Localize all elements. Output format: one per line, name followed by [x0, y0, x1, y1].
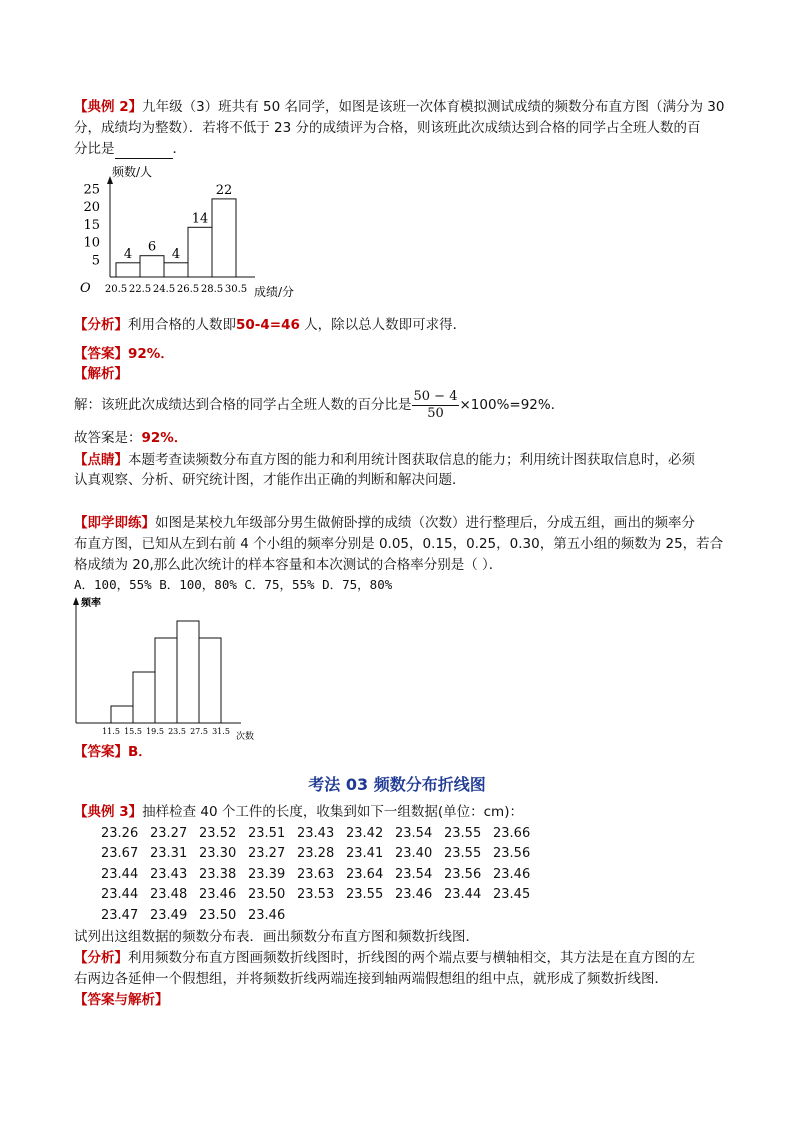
table-cell: 23.46 — [248, 907, 286, 923]
answer-tag: 【答案】 — [74, 346, 128, 362]
table-cell: 23.41 — [346, 846, 384, 862]
table-cell: 23.43 — [297, 825, 335, 841]
histogram-scores — [68, 160, 318, 300]
table-cell: 23.55 — [444, 825, 482, 841]
table-row — [101, 864, 542, 885]
example3-task: 试列出这组数据的频数分布表．画出频数分布直方图和频数折线图． — [74, 929, 479, 945]
example2-line3: 分比是 ． — [74, 141, 186, 157]
example2-tag: 【典例 2】 — [74, 99, 143, 115]
x-tick-label: 31.5 — [212, 727, 230, 736]
table-cell: 23.47 — [101, 907, 139, 923]
analysis-tag: 【分析】 — [74, 317, 128, 333]
x-axis-label: 成绩/分 — [254, 285, 295, 299]
practice-options: A．100，55% B．100，80% C．75，55% D．75，80% — [74, 577, 393, 592]
bar — [133, 672, 155, 723]
x-tick-label: 23.5 — [168, 727, 186, 736]
table-cell: 23.27 — [248, 846, 286, 862]
y-tick-label: 10 — [83, 235, 100, 251]
table-cell: 23.44 — [101, 866, 139, 882]
practice-answer: 【答案】B． — [74, 744, 152, 760]
table-cell: 23.56 — [493, 846, 531, 862]
table-cell: 23.46 — [395, 887, 433, 903]
example3-line1: 【典例 3】抽样检查 40 个工件的长度，收集到如下一组数据(单位：cm)： — [74, 804, 523, 820]
table-cell: 23.27 — [150, 825, 188, 841]
y-tick-label: 25 — [83, 182, 100, 198]
y-axis-arrow — [73, 597, 79, 605]
table-cell: 23.42 — [346, 825, 384, 841]
y-tick-label: 15 — [83, 217, 100, 233]
example3-answer-tag: 【答案与解析】 — [74, 992, 169, 1008]
table-cell: 23.55 — [346, 887, 384, 903]
bar — [140, 256, 164, 277]
practice-line3: 格成绩为 20,那么此次统计的样本容量和本次测试的合格率分别是（ ）． — [74, 557, 503, 573]
histogram-pushups — [68, 594, 268, 744]
section-title: 考法 03 频数分布折线图 — [308, 775, 486, 794]
bar — [116, 263, 140, 277]
table-cell: 23.49 — [150, 907, 188, 923]
table-cell: 23.54 — [395, 866, 433, 882]
x-tick-label: 27.5 — [190, 727, 208, 736]
table-cell: 23.48 — [150, 887, 188, 903]
example2-answer: 【答案】92%． — [74, 346, 174, 362]
x-tick-label: 22.5 — [128, 284, 152, 295]
fraction: $\frac{50 - 4}{50}$ — [413, 388, 458, 421]
bar-value-label: 14 — [191, 211, 209, 227]
x-tick-label: 19.5 — [146, 727, 164, 736]
example2-analysis: 【分析】利用合格的人数即50-4=46 人，除以总人数即可求得． — [74, 317, 467, 333]
example2-line1: 【典例 2】九年级（3）班共有 50 名同学，如图是该班一次体育模拟测试成绩的频数分布直方图（满分为 30 — [74, 99, 725, 115]
example2-line2: 分，成绩均为整数）．若将不低于 23 分的成绩评为合格，则该班此次成绩达到合格的同学占全班人数的百 — [74, 120, 701, 136]
table-cell: 23.40 — [395, 846, 433, 862]
practice-line2: 布直方图，已知从左到右前 4 个小组的频率分别是 0.05，0.15，0.25，0.30，第五小组的频数为 25，若合 — [74, 536, 724, 552]
example3-tag: 【典例 3】 — [74, 804, 143, 820]
practice-line1: 【即学即练】如图是某校九年级部分男生做俯卧撑的成绩（次数）进行整理后，分成五组，画出的频率分 — [74, 515, 695, 531]
y-axis-label: 频数/人 — [112, 165, 153, 179]
x-tick-label: 26.5 — [176, 284, 200, 295]
bar-value-label: 6 — [147, 239, 157, 255]
table-cell: 23.45 — [493, 887, 531, 903]
bar — [155, 638, 177, 723]
x-tick-label: 24.5 — [152, 284, 176, 295]
bar — [188, 227, 212, 277]
table-cell: 23.54 — [395, 825, 433, 841]
example2-comment-line1: 【点睛】本题考查读频数分布直方图的能力和利用统计图获取信息的能力；利用统计图获取信息时，必须 — [74, 452, 695, 468]
table-cell: 23.30 — [199, 846, 237, 862]
table-cell: 23.53 — [297, 887, 335, 903]
example3-analysis-line2: 右两边各延伸一个假想组，并将频数折线两端连接到轴两端假想组的组中点，就形成了频数折线图． — [74, 971, 668, 987]
origin-label: O — [80, 281, 91, 296]
table-cell: 23.50 — [199, 907, 237, 923]
table-cell: 23.46 — [199, 887, 237, 903]
bar-value-label: 4 — [171, 246, 181, 262]
table-cell: 23.67 — [101, 846, 139, 862]
answer-blank — [115, 144, 173, 159]
example3-analysis-line1: 【分析】利用频数分布直方图画频数折线图时，折线图的两个端点要与横轴相交，其方法是在直方图的左 — [74, 950, 695, 966]
comment-tag: 【点睛】 — [74, 452, 128, 468]
table-cell: 23.39 — [248, 866, 286, 882]
table-cell: 23.43 — [150, 866, 188, 882]
table-cell: 23.26 — [101, 825, 139, 841]
y-tick-label: 20 — [83, 200, 100, 215]
x-tick-label: 28.5 — [200, 284, 224, 295]
bar — [177, 621, 199, 723]
table-cell: 23.46 — [493, 866, 531, 882]
example2-comment-line2: 认真观察、分析、研究统计图，才能作出正确的判断和解决问题． — [74, 472, 466, 488]
example2-explain-tag: 【解析】 — [74, 366, 128, 382]
bar — [164, 263, 188, 277]
table-row — [101, 844, 542, 865]
x-tick-label: 30.5 — [224, 284, 248, 295]
table-cell: 23.38 — [199, 866, 237, 882]
table-cell: 23.56 — [444, 866, 482, 882]
data-table — [101, 823, 542, 926]
table-cell: 23.55 — [444, 846, 482, 862]
bar-value-label: 22 — [215, 182, 233, 198]
table-cell: 23.52 — [199, 825, 237, 841]
table-cell: 23.44 — [444, 887, 482, 903]
x-tick-label: 15.5 — [124, 727, 142, 736]
table-row — [101, 823, 542, 844]
table-cell: 23.63 — [297, 866, 335, 882]
x-tick-label: 11.5 — [102, 727, 120, 736]
table-row — [101, 905, 542, 926]
histogram-scores-plot — [80, 164, 294, 299]
table-cell: 23.51 — [248, 825, 286, 841]
histogram-pushups-plot — [73, 596, 254, 742]
example2-solution: 解：该班此次成绩达到合格的同学占全班人数的百分比是 $\frac{50 - 4}{50}$ ×100%=92%． — [74, 388, 565, 421]
table-cell: 23.66 — [493, 825, 531, 841]
x-tick-label: 20.5 — [104, 284, 128, 295]
y-tick-label: 5 — [91, 253, 100, 269]
table-cell: 23.31 — [150, 846, 188, 862]
bar — [212, 199, 236, 277]
bar-value-label: 4 — [123, 246, 133, 262]
bar — [199, 638, 221, 723]
practice-tag: 【即学即练】 — [74, 515, 155, 531]
x-axis-label: 次数 — [236, 732, 255, 742]
table-cell: 23.28 — [297, 846, 335, 862]
bar — [111, 706, 133, 723]
table-cell: 23.44 — [101, 887, 139, 903]
example2-final: 故答案是：92%． — [74, 430, 188, 446]
table-cell: 23.64 — [346, 866, 384, 882]
table-cell: 23.50 — [248, 887, 286, 903]
y-axis-label: 频率 — [81, 598, 101, 609]
table-row — [101, 885, 542, 906]
